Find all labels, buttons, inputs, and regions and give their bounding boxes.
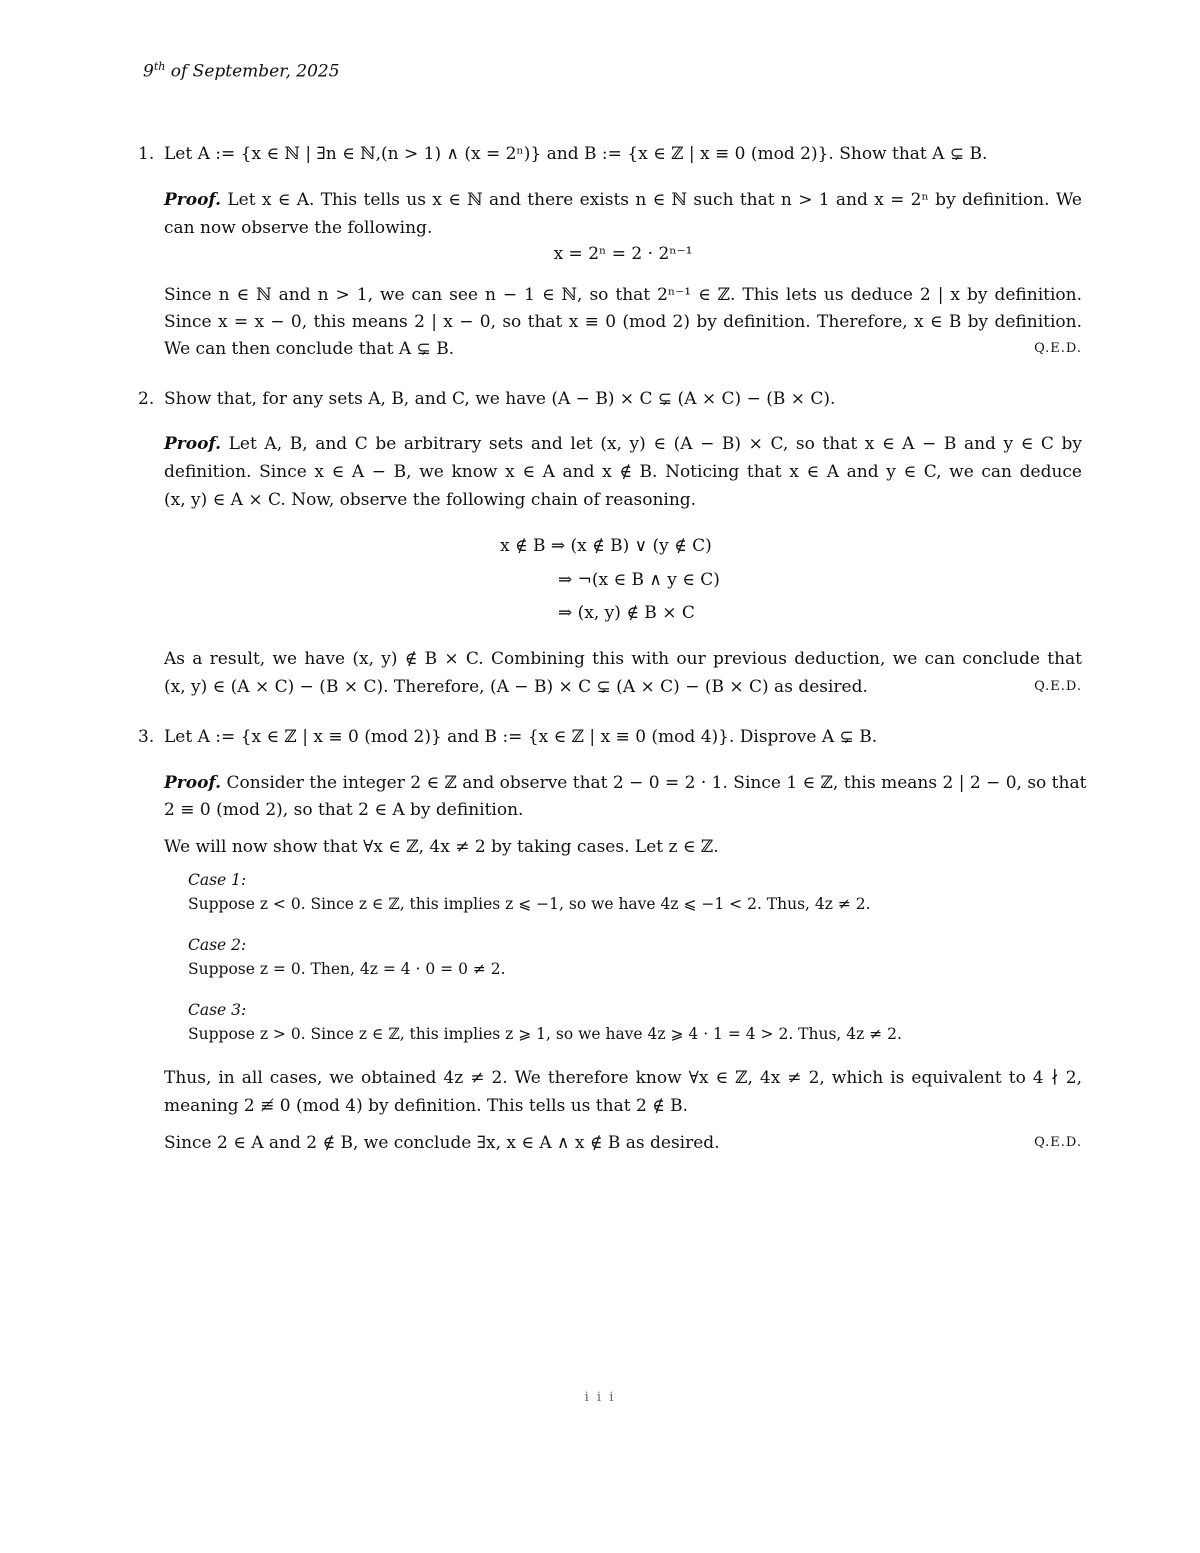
proof-line: Since n ∈ ℕ and n > 1, we can see n − 1 ∈ ℕ, so that 2ⁿ⁻¹ ∈ ℤ. This lets us deduce 2 | x by definition. — [164, 285, 1082, 305]
proof-line: Since x = x − 0, this means 2 | x − 0, so that x ≡ 0 (mod 2) by definition. Therefore, x ∈ B by definition. — [164, 312, 1082, 332]
problem-statement: Let A := {x ∈ ℕ | ∃n ∈ ℕ,(n > 1) ∧ (x = 2ⁿ)} and B := {x ∈ ℤ | x ≡ 0 (mod 2)}. Show that A ⊊ B. — [164, 144, 988, 164]
proof-label: Proof. — [164, 434, 222, 454]
proof-line: meaning 2 ≢ 0 (mod 4) by definition. This tells us that 2 ∉ B. — [164, 1096, 689, 1116]
proof-line: Proof. Consider the integer 2 ∈ ℤ and observe that 2 − 0 = 2 · 1. Since 1 ∈ ℤ, this means 2 | 2 − 0, so that — [164, 773, 1087, 793]
case-label: Case 3: — [188, 1001, 247, 1019]
page-number: i i i — [584, 1390, 616, 1405]
proof-line: 2 ≡ 0 (mod 2), so that 2 ∈ A by definition. — [164, 800, 524, 820]
proof-line: Thus, in all cases, we obtained 4z ≠ 2. We therefore know ∀x ∈ ℤ, 4x ≠ 2, which is equivalent to 4 ∤ 2, — [164, 1068, 1082, 1088]
qed-mark: Q.E.D. — [1034, 679, 1082, 694]
problem-number: 2. — [138, 389, 155, 409]
proof-line: Proof. Let x ∈ A. This tells us x ∈ ℕ and there exists n ∈ ℕ such that n > 1 and x = 2ⁿ by definition. We — [164, 190, 1082, 210]
case-label: Case 2: — [188, 936, 247, 954]
display-equation: x = 2ⁿ = 2 · 2ⁿ⁻¹ — [553, 244, 693, 264]
proof-line: can now observe the following. — [164, 218, 433, 238]
problem-number: 3. — [138, 727, 155, 747]
proof-label: Proof. — [164, 190, 222, 210]
proof-line: Proof. Let A, B, and C be arbitrary sets and let (x, y) ∈ (A − B) × C, so that x ∈ A − B and y ∈ C by — [164, 434, 1082, 454]
problem-statement: Let A := {x ∈ ℤ | x ≡ 0 (mod 2)} and B := {x ∈ ℤ | x ≡ 0 (mod 4)}. Disprove A ⊊ B. — [164, 727, 878, 747]
problem-number: 1. — [138, 144, 155, 164]
case-text: Suppose z < 0. Since z ∈ ℤ, this implies z ⩽ −1, so we have 4z ⩽ −1 < 2. Thus, 4z ≠ 2. — [188, 895, 871, 913]
proof-line: (x, y) ∈ A × C. Now, observe the following chain of reasoning. — [164, 490, 697, 510]
proof-line: definition. Since x ∈ A − B, we know x ∈ A and x ∉ B. Noticing that x ∈ A and y ∈ C, we can deduce — [164, 462, 1082, 482]
display-equation: ⇒ (x, y) ∉ B × C — [558, 603, 695, 623]
qed-mark: Q.E.D. — [1034, 341, 1082, 356]
case-label: Case 1: — [188, 871, 247, 889]
qed-mark: Q.E.D. — [1034, 1135, 1082, 1150]
problem-statement: Show that, for any sets A, B, and C, we have (A − B) × C ⊊ (A × C) − (B × C). — [164, 389, 836, 409]
display-equation: x ∉ B ⇒ (x ∉ B) ∨ (y ∉ C) — [500, 536, 712, 556]
proof-line: Since 2 ∈ A and 2 ∉ B, we conclude ∃x, x ∈ A ∧ x ∉ B as desired. Q.E.D. — [164, 1129, 1082, 1157]
proof-line: (x, y) ∈ (A × C) − (B × C). Therefore, (A − B) × C ⊊ (A × C) − (B × C) as desired. Q.E.D. — [164, 673, 1082, 701]
proof-line: As a result, we have (x, y) ∉ B × C. Combining this with our previous deduction, we can conclude that — [164, 649, 1082, 669]
display-equation: ⇒ ¬(x ∈ B ∧ y ∈ C) — [558, 570, 720, 590]
document-date: 9th of September, 2025 — [143, 60, 340, 82]
proof-line: We will now show that ∀x ∈ ℤ, 4x ≠ 2 by taking cases. Let z ∈ ℤ. — [164, 837, 719, 857]
proof-label: Proof. — [164, 773, 222, 793]
case-text: Suppose z = 0. Then, 4z = 4 · 0 = 0 ≠ 2. — [188, 960, 506, 978]
case-text: Suppose z > 0. Since z ∈ ℤ, this implies z ⩾ 1, so we have 4z ⩾ 4 · 1 = 4 > 2. Thus, 4z ≠ 2. — [188, 1025, 902, 1043]
proof-line: We can then conclude that A ⊊ B. Q.E.D. — [164, 335, 1082, 363]
